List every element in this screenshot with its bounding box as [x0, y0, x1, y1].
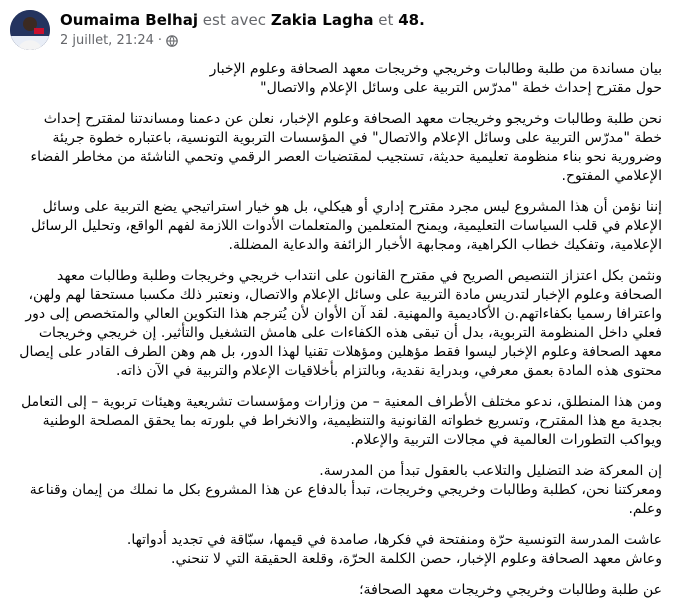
post-date[interactable]: 2 juillet, 21:24 [60, 33, 154, 48]
author-name[interactable]: Oumaima Belhaj [60, 11, 198, 29]
title-end-punct: . [419, 11, 425, 29]
post-meta [60, 10, 425, 50]
post-paragraph: نحن طلبة وطالبات وخريجو وخريجات معهد الصحافة وعلوم الإخبار، نعلن عن دعمنا ومساندتنا لمقترح إحداث خطة "مدرّس التربية على وسائل الإعلام والاتصال" في المؤسسات التربوية التونسية، باعتباره خطوة جريئة وضرورية نحو بناء منظومة تعليمية حديثة، تستجيب لمقتضيات العصر الرقمي وتحمي الناشئة من مخاطر الفضاء الإعلامي المفتوح. [30, 111, 662, 184]
post-body [14, 60, 662, 612]
post-paragraph: ونثمن بكل اعتزاز التنصيص الصريح في مقترح القانون على انتداب خريجي وخريجات وطلبة وطالبات معهد الصحافة وعلوم الإخبار لتدريس مادة التربية على وسائل الإعلام والاتصال، ونعتبر ذلك مكسبا مستحقا لهم ولهن، واعترافا رسميا بكفاءاتهم.ن الأكاديمية والمهنية. لقد آن الأوان لأن يُترجم هذا التكوين العالي والمتخصص إلى دور فعلي داخل المنظومة التربوية، بدل أن تبقى هذه الكفاءات على هامش التشغيل والتأثير. إن خريجي وخريجات معهد الصحافة وعلوم الإخبار ليسوا فقط مؤهلين ومؤهلات تقنيا لهذا الدور، بل هم وهن الطرف القادر على إيصال محتوى هذه المادة بعمق معرفي، وبدراية نقدية، وبالتزام بأخلاقيات الإعلام والتربية في الآن ذاته. [19, 268, 662, 379]
post-title-line [60, 10, 425, 30]
globe-icon[interactable] [166, 35, 178, 47]
post-paragraph: إننا نؤمن أن هذا المشروع ليس مجرد مقترح إداري أو هيكلي، بل هو خيار استراتيجي يضع التربية على وسائل الإعلام في قلب السياسات التعليمية، ويمنح المتعلمين والمتعلمات الأدوات اللازمة لفهم الواقع، وتحليل الرسائل الإعلامية، وتفكيك خطاب الكراهية، ومجابهة الأخبار الزائفة والدعاية المضللة. [31, 199, 662, 253]
others-count[interactable]: 48 [398, 11, 420, 29]
post-time-line [60, 32, 425, 50]
tagged-user[interactable]: Zakia Lagha [270, 11, 374, 29]
and-text: et [378, 11, 394, 29]
post-paragraph: عاشت المدرسة التونسية حرّة ومنفتحة في فكرها، صامدة في قيمها، سبّاقة في تجديد أدواتها. وعاش معهد الصحافة وعلوم الإخبار، حصن الكلمة الحرّة، وقلعة الحقيقة التي لا تنحني. [126, 532, 662, 567]
with-text: est avec [202, 11, 267, 29]
post-paragraph: عن طلبة وطالبات وخريجي وخريجات معهد الصحافة؛ [359, 582, 662, 598]
avatar[interactable] [10, 10, 50, 50]
post-paragraph: إن المعركة ضد التضليل والتلاعب بالعقول تبدأ من المدرسة. ومعركتنا نحن، كطلبة وطالبات وخريجي وخريجات، تبدأ بالدفاع عن هذا المشروع بكل ما نملك من إيمان وقناعة وعلم. [29, 463, 662, 517]
post-header [10, 8, 425, 52]
post-paragraph: ومن هذا المنطلق، ندعو مختلف الأطراف المعنية – من وزارات ومؤسسات تشريعية وهيئات تربوية – إلى التعامل بجدية مع هذا المقترح، وتسريع خطواته القانونية والتنظيمية، والانخراط في بلورته بما يحقق المصلحة الوطنية ويواكب التطورات العالمية في مجالات التربية والإعلام. [21, 394, 662, 448]
dot-separator: · [157, 33, 163, 48]
post-paragraph: بيان مساندة من طلبة وطالبات وخريجي وخريجات معهد الصحافة وعلوم الإخبار حول مقترح إحداث خطة "مدرّس التربية على وسائل الإعلام والاتصال" [209, 61, 662, 96]
